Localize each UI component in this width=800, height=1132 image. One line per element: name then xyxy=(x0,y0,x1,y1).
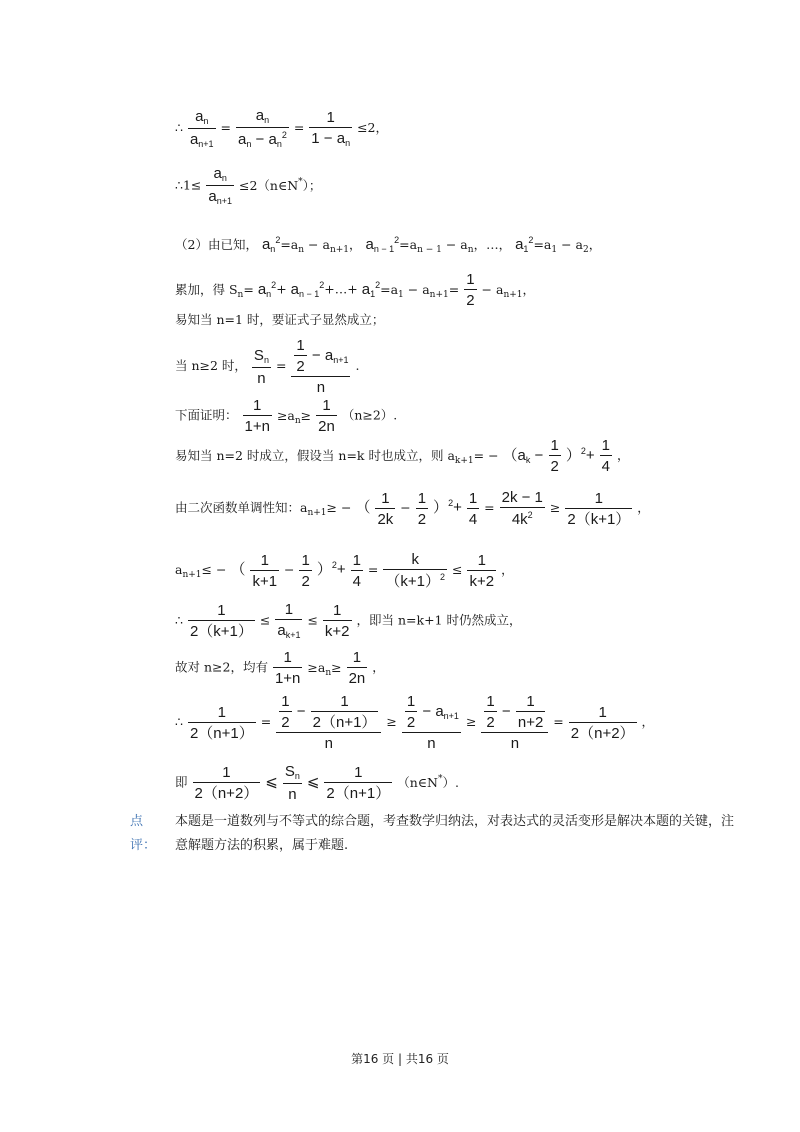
page-footer: 第16 页 | 共16 页 xyxy=(351,1052,449,1066)
line-8: 易知当 n=2 时成立，假设当 n=k 时也成立，则 $a_{k+1}= - (a_k$ − $\frac{1}{2}$ ）$^2$+ $\frac{1}{4}$ ， xyxy=(175,437,630,475)
line-4: 累加，得 $S_n= a_n^2+$ $a_{n - 1}^2+\dots+ a_1^2=a_1 - a_{n+1}=$ $\frac{1}{2}$ − $a_{n+1}$， xyxy=(175,271,536,309)
line-1: ∴ $\frac{a_n}{a_{n+1}}$ = $\frac{a_n}{a_n - a_n^2}$ = $\frac{1}{1 - a_n}$ ≤2， xyxy=(175,107,389,149)
line-14: 即 $\frac{1}{2(n+2)}$ ⩽ $\frac{S_n}{n}$ ⩽ $\frac{1}{2(n+1)}$ （n∈N*）. xyxy=(175,763,459,803)
comment-label: 点评： xyxy=(130,814,157,853)
line-5: 易知当 n=1 时，要证式子显然成立； xyxy=(175,312,385,327)
line-13: ∴ $\frac{1}{2(n+1)}$ = $\frac{1}{2}$ − $\frac{1}{2(n+1)}$ n ≥ $\frac{1}{2}$ − $a_{n+1}$ n ≥ $\frac{1}{2}$ − $\frac{1}{n+2}$ n = $\frac{1}{2(n+2)}$ ， xyxy=(175,693,655,752)
line-10: $a_{n+1}\le$ − （ $\frac{1}{k+1}$ − $\frac{1}{2}$ ）$^2$+ $\frac{1}{4}$ = $\frac{k}{(k+1)^2}$ ≤ $\frac{1}{k+2}$ ， xyxy=(175,551,514,590)
comment-text: 本题是一道数列与不等式的综合题，考查数学归纳法，对表达式的灵活变形是解决本题的关键，注意解题方法的积累，属于难题. xyxy=(175,814,735,853)
line-9: 由二次函数单调性知：$a_{n+1}\ge$ − （ $\frac{1}{2k}$ − $\frac{1}{2}$ ）$^2$+ $\frac{1}{4}$ = $\frac{2k - 1}{4k^2}$ ≥ $\frac{1}{2(k+1)}$ ， xyxy=(175,489,650,528)
line-12: 故对 n≥2，均有 $\frac{1}{1+n}$ $\ge a_n\ge$ $\frac{1}{2n}$ ， xyxy=(175,649,385,687)
line-11: ∴ $\frac{1}{2(k+1)}$ ≤ $\frac{1}{a_{k+1}}$ ≤ $\frac{1}{k+2}$ ，即当 n=k+1 时仍然成立， xyxy=(175,601,522,640)
line-7: 下面证明： $\frac{1}{1+n}$ $\ge a_n\ge$ $\frac{1}{2n}$ （n≥2）. xyxy=(175,397,398,435)
line-3: （2）由已知， $a_n^2=a_n - a_{n+1}$， $a_{n - 1}^2=a_{n - 1} - a_n$，…， $a_1^2=a_1 - a_2$， xyxy=(175,235,602,255)
line-2: ∴1≤ $\frac{a_n}{a_{n+1}}$ ≤2（n∈N*）； xyxy=(175,165,322,206)
line-6: 当 n≥2 时， $\frac{S_n}{n}$ = $\frac{1}{2}$ − $a_{n+1}$ n . xyxy=(175,337,360,396)
